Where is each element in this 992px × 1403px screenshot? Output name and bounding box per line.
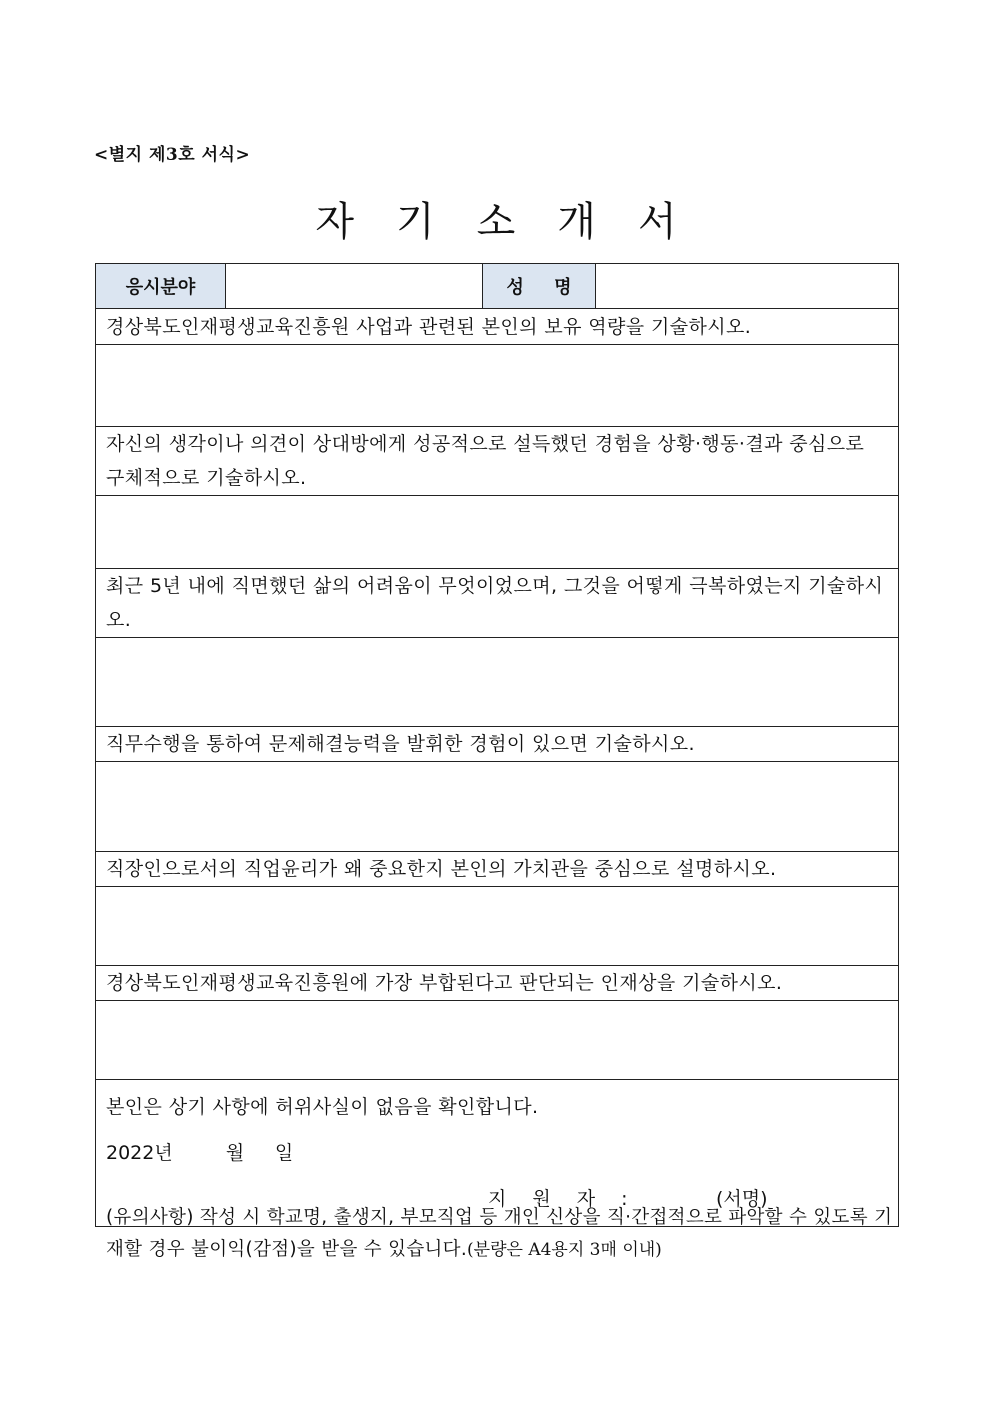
answer-5[interactable] <box>96 887 899 966</box>
answer-row <box>96 762 899 852</box>
answer-3[interactable] <box>96 638 899 727</box>
form-reference: <별지 제3호 서식> <box>94 145 251 165</box>
confirmation-statement: 본인은 상기 사항에 허위사실이 없음을 확인합니다. <box>106 1096 539 1118</box>
question-5: 직장인으로서의 직업윤리가 왜 중요한지 본인의 가치관을 중심으로 설명하시오. <box>96 852 899 887</box>
question-1: 경상북도인재평생교육진흥원 사업과 관련된 본인의 보유 역량을 기술하시오. <box>96 309 899 345</box>
answer-6-textarea[interactable] <box>106 999 888 1077</box>
date-month[interactable]: 월 <box>225 1142 245 1164</box>
answer-1[interactable] <box>96 345 899 427</box>
answer-row <box>96 638 899 727</box>
notice-suffix: (분량은 A4용지 3매 이내) <box>467 1240 662 1260</box>
name-input[interactable] <box>596 264 899 309</box>
question-6: 경상북도인재평생교육진흥원에 가장 부합된다고 판단되는 인재상을 기술하시오. <box>96 966 899 1001</box>
applicant-label: 지 원 자 : <box>488 1188 638 1210</box>
notice-main: (유의사항) 작성 시 학교명, 출생지, 부모직업 등 개인 신상을 직·간접적으로 파악할 수 있도록 기재할 경우 불이익(감점)을 받을 수 있습니다. <box>106 1207 893 1260</box>
answer-row <box>96 1001 899 1080</box>
question-row <box>96 309 899 345</box>
date-year[interactable]: 2022년 <box>106 1142 173 1164</box>
question-row <box>96 569 899 638</box>
answer-5-textarea[interactable] <box>106 885 888 963</box>
answer-6[interactable] <box>96 1001 899 1080</box>
answer-2[interactable] <box>96 496 899 569</box>
document-title: 자기소개서 <box>315 199 719 245</box>
answer-1-textarea[interactable] <box>106 343 888 424</box>
answer-row <box>96 496 899 569</box>
header-row <box>96 264 899 309</box>
answer-4[interactable] <box>96 762 899 852</box>
answer-row <box>96 887 899 966</box>
question-3: 최근 5년 내에 직면했던 삶의 어려움이 무엇이었으며, 그것을 어떻게 극복하였는지 기술하시오. <box>96 569 899 638</box>
date-line <box>106 1128 888 1178</box>
field-input[interactable] <box>226 264 483 309</box>
signature-field[interactable]: (서명) <box>716 1188 768 1210</box>
field-label: 응시분야 <box>96 264 226 309</box>
answer-2-textarea[interactable] <box>106 494 888 566</box>
question-row <box>96 727 899 762</box>
answer-3-textarea[interactable] <box>106 636 888 724</box>
question-4: 직무수행을 통하여 문제해결능력을 발휘한 경험이 있으면 기술하시오. <box>96 727 899 762</box>
date-day[interactable]: 일 <box>274 1142 294 1164</box>
question-2: 자신의 생각이나 의견이 상대방에게 성공적으로 설득했던 경험을 상황·행동·결과 중심으로 구체적으로 기술하시오. <box>96 427 899 496</box>
self-introduction-form <box>95 263 899 1227</box>
answer-row <box>96 345 899 427</box>
notice <box>106 1202 898 1266</box>
question-row <box>96 852 899 887</box>
question-row <box>96 427 899 496</box>
question-row <box>96 966 899 1001</box>
answer-4-textarea[interactable] <box>106 760 888 849</box>
name-label: 성 명 <box>483 264 596 309</box>
